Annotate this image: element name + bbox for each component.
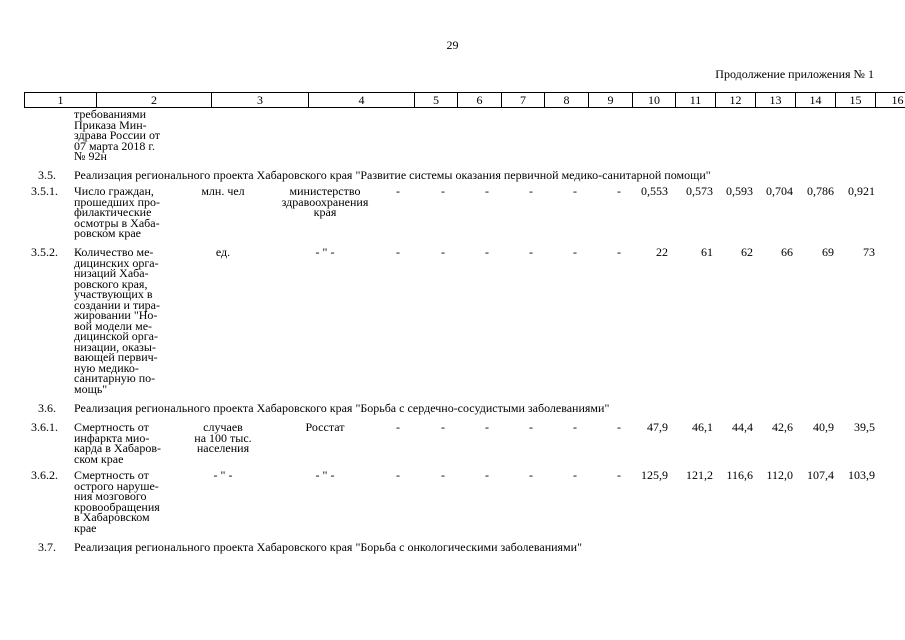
empty-value: - <box>529 184 533 198</box>
indicator-name-line: Число граждан, <box>74 184 154 198</box>
indicator-name <box>74 186 160 239</box>
indicator-value: 0,921 <box>848 184 875 198</box>
data-source-line: - " - <box>315 245 335 259</box>
unit-of-measure-line: случаев <box>203 420 243 434</box>
empty-value: - <box>441 245 445 259</box>
indicator-name-line: крае <box>74 520 97 535</box>
indicator-value: 107,4 <box>807 468 834 482</box>
unit-of-measure-line: ед. <box>215 245 231 259</box>
continued-indicator-name-line: Приказа Мин- <box>74 117 147 132</box>
continued-indicator-name-line: требованиями <box>74 107 147 121</box>
header-col-5: 5 <box>415 93 458 108</box>
header-col-13: 13 <box>756 93 796 108</box>
unit-of-measure-line: млн. чел <box>201 184 245 198</box>
indicator-value: 112,0 <box>766 468 793 482</box>
indicator-value: 0,704 <box>766 184 793 198</box>
header-col-2: 2 <box>97 93 212 108</box>
indicator-value: 62 <box>741 245 753 259</box>
indicator-name <box>74 422 161 464</box>
indicator-value: 22 <box>656 245 668 259</box>
indicator-name-line: ния мозгового <box>74 489 147 503</box>
empty-value: - <box>617 245 621 259</box>
indicator-value: 121,2 <box>686 468 713 482</box>
indicator-name-line: низаций Хаба- <box>74 266 149 280</box>
indicator-value: 0,553 <box>641 184 668 198</box>
indicator-name-line: карда в Хабаров- <box>74 441 161 455</box>
indicator-value: 39,5 <box>854 420 875 434</box>
section-title: Реализация регионального проекта Хабаровского края "Борьба с онкологическими заболеваниями" <box>74 540 582 554</box>
indicator-name-line: дицинской орга- <box>74 329 159 343</box>
indicator-name-line: острого наруше- <box>74 478 159 493</box>
indicator-name-line: инфаркта мио- <box>74 430 150 445</box>
section-title: Реализация регионального проекта Хабаровского края "Развитие системы оказания первичной медико-санитарной помощи" <box>74 168 711 182</box>
empty-value: - <box>441 184 445 198</box>
empty-value: - <box>573 184 577 198</box>
indicator-value: 46,1 <box>692 420 713 434</box>
indicator-name-line: вой модели ме- <box>74 318 153 333</box>
continuation-label: Продолжение приложения № 1 <box>715 67 874 81</box>
indicator-name-line: Количество ме- <box>74 245 154 259</box>
empty-value: - <box>396 184 400 198</box>
header-col-11: 11 <box>676 93 716 108</box>
empty-value: - <box>441 420 445 434</box>
empty-value: - <box>617 420 621 434</box>
header-col-8: 8 <box>545 93 589 108</box>
indicator-value: 0,786 <box>807 184 834 198</box>
empty-value: - <box>396 468 400 482</box>
data-source-line: края <box>313 205 337 219</box>
unit-of-measure-line: - " - <box>213 468 233 482</box>
indicator-value: 0,593 <box>726 184 753 198</box>
indicator-value: 66 <box>781 245 793 259</box>
indicator-name-line: Смертность от <box>74 468 149 482</box>
indicator-name-line: создании и тира- <box>74 297 160 312</box>
indicator-name <box>74 470 160 533</box>
indicator-value: 61 <box>701 245 713 259</box>
row-number: 3.6.1. <box>31 420 58 434</box>
indicator-value: 125,9 <box>641 468 668 482</box>
row-number: 3.5.1. <box>31 184 58 198</box>
indicator-name-line: прошедших про- <box>74 194 161 209</box>
section-number: 3.6. <box>38 401 56 415</box>
indicator-value: 47,9 <box>647 420 668 434</box>
indicator-name-line: Смертность от <box>74 420 149 434</box>
indicator-name-line: жировании "Но- <box>74 308 158 322</box>
header-row <box>25 93 905 108</box>
header-col-7: 7 <box>502 93 545 108</box>
indicator-value: 40,9 <box>813 420 834 434</box>
unit-of-measure-line: населения <box>196 441 250 455</box>
section-title: Реализация регионального проекта Хабаровского края "Борьба с сердечно-сосудистыми заболеваниями" <box>74 401 610 415</box>
empty-value: - <box>485 184 489 198</box>
header-col-4: 4 <box>309 93 415 108</box>
indicator-value: 116,6 <box>726 468 753 482</box>
indicator-value: 103,9 <box>848 468 875 482</box>
indicator-name-line: участвующих в <box>74 287 153 301</box>
empty-value: - <box>617 468 621 482</box>
column-header-table <box>24 92 905 108</box>
indicator-name <box>74 247 160 394</box>
indicator-name-line: ную медико- <box>74 360 139 375</box>
header-col-9: 9 <box>589 93 633 108</box>
indicator-name-line: филактические <box>74 205 152 219</box>
data-source <box>265 422 385 433</box>
indicator-value: 69 <box>822 245 834 259</box>
header-col-14: 14 <box>796 93 836 108</box>
indicator-name-line: ровском крае <box>74 226 141 240</box>
empty-value: - <box>529 245 533 259</box>
header-col-3: 3 <box>212 93 309 108</box>
indicator-name-line: вающей первич- <box>74 350 158 364</box>
header-col-1: 1 <box>25 93 97 108</box>
indicator-name-line: санитарную по- <box>74 371 156 385</box>
data-source <box>265 186 385 218</box>
indicator-name-line: кровообращения <box>74 499 160 514</box>
empty-value: - <box>396 245 400 259</box>
continued-indicator-name-line: здрава России от <box>74 128 161 142</box>
data-source-line: здравоохранения <box>281 194 369 209</box>
header-col-12: 12 <box>716 93 756 108</box>
indicator-value: 0,573 <box>686 184 713 198</box>
continued-indicator-name <box>74 109 160 162</box>
indicator-value: 73 <box>863 245 875 259</box>
indicator-name-line: в Хабаровском <box>74 510 150 524</box>
data-source <box>265 247 385 258</box>
empty-value: - <box>529 468 533 482</box>
row-number: 3.6.2. <box>31 468 58 482</box>
data-source <box>265 470 385 481</box>
empty-value: - <box>573 420 577 434</box>
indicator-name-line: низации, оказы- <box>74 339 156 354</box>
header-col-15: 15 <box>836 93 876 108</box>
indicator-value: 44,4 <box>732 420 753 434</box>
data-source-line: Росстат <box>305 420 345 434</box>
data-source-line: министерство <box>289 184 361 198</box>
empty-value: - <box>441 468 445 482</box>
section-number: 3.5. <box>38 168 56 182</box>
empty-value: - <box>396 420 400 434</box>
empty-value: - <box>573 245 577 259</box>
indicator-name-line: мощь" <box>74 381 108 396</box>
indicator-name-line: ском крае <box>74 451 124 466</box>
continued-indicator-name-line: 07 марта 2018 г. <box>74 138 155 153</box>
indicator-name-line: дицинских орга- <box>74 255 159 270</box>
indicator-name-line: осмотры в Хаба- <box>74 215 160 230</box>
empty-value: - <box>529 420 533 434</box>
header-col-10: 10 <box>633 93 676 108</box>
header-col-6: 6 <box>458 93 502 108</box>
continued-indicator-name-line: № 92н <box>74 149 107 163</box>
empty-value: - <box>485 245 489 259</box>
data-source-line: - " - <box>315 468 335 482</box>
indicator-value: 42,6 <box>772 420 793 434</box>
unit-of-measure-line: на 100 тыс. <box>194 430 252 445</box>
page-number: 29 <box>446 38 459 52</box>
empty-value: - <box>617 184 621 198</box>
row-number: 3.5.2. <box>31 245 58 259</box>
indicator-name-line: ровского края, <box>74 276 148 291</box>
header-col-16: 16 <box>876 93 905 108</box>
empty-value: - <box>485 468 489 482</box>
empty-value: - <box>573 468 577 482</box>
section-number: 3.7. <box>38 540 56 554</box>
empty-value: - <box>485 420 489 434</box>
